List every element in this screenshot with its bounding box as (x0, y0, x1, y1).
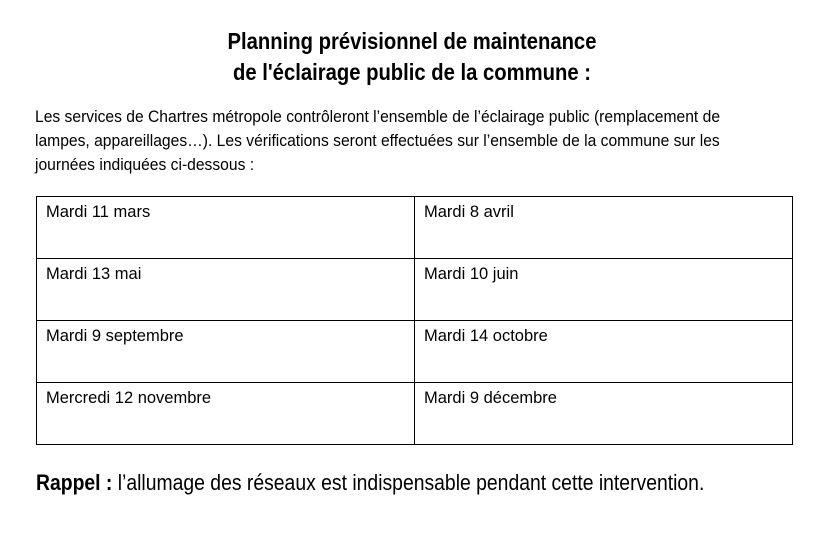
schedule-date-cell: Mardi 9 décembre (415, 383, 793, 445)
schedule-date-cell: Mercredi 12 novembre (37, 383, 415, 445)
title-line-1: Planning prévisionnel de maintenance (227, 28, 597, 54)
intro-paragraph (35, 105, 771, 177)
schedule-date-cell: Mardi 14 octobre (415, 321, 793, 383)
reminder-note (36, 469, 704, 497)
schedule-date-cell: Mardi 9 septembre (37, 321, 415, 383)
intro-line-2: lampes, appareillages…). Les vérifications seront effectuées sur l’ensemble de la commune sur les (35, 131, 720, 150)
reminder-label: Rappel : (36, 470, 113, 495)
schedule-date-cell: Mardi 11 mars (37, 197, 415, 259)
title-line-2: de l'éclairage public de la commune : (233, 59, 591, 85)
intro-line-3: journées indiquées ci-dessous : (35, 155, 255, 174)
intro-line-1: Les services de Chartres métropole contrôleront l’ensemble de l’éclairage public (remplacement de (35, 107, 721, 126)
reminder-text: l’allumage des réseaux est indispensable pendant cette intervention. (112, 470, 705, 495)
maintenance-schedule-table (36, 196, 793, 445)
table-row (37, 197, 793, 259)
table-row (37, 259, 793, 321)
schedule-date-cell: Mardi 8 avril (415, 197, 793, 259)
table-row (37, 321, 793, 383)
schedule-date-cell: Mardi 13 mai (37, 259, 415, 321)
table-row (37, 383, 793, 445)
page-title (49, 26, 774, 88)
schedule-date-cell: Mardi 10 juin (415, 259, 793, 321)
